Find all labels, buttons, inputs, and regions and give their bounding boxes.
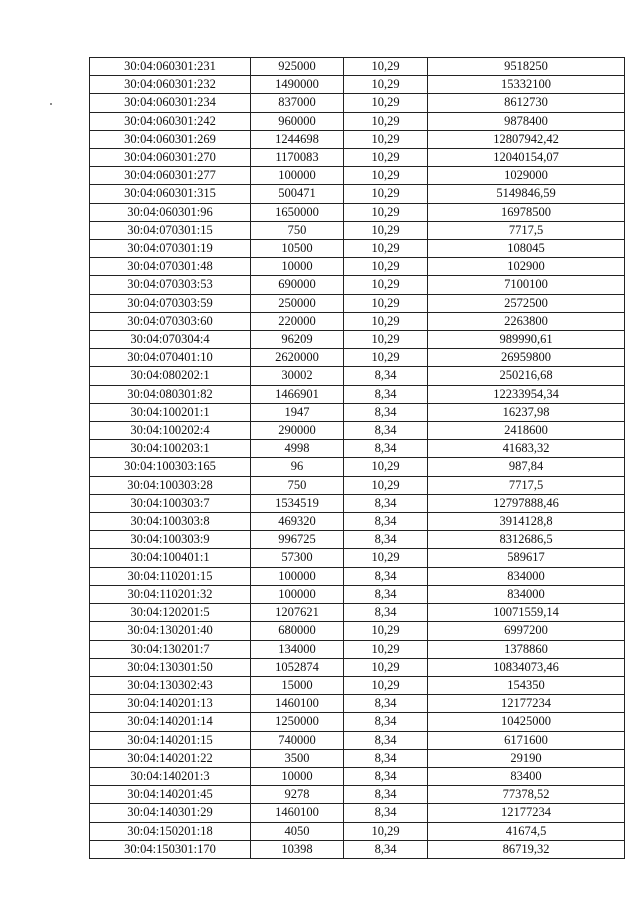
- area-cell: 15000: [251, 676, 344, 694]
- area-cell: 30002: [251, 367, 344, 385]
- value-cell: 10071559,14: [428, 604, 625, 622]
- area-cell: 100000: [251, 585, 344, 603]
- table-row: [90, 531, 625, 549]
- area-cell: 750: [251, 221, 344, 239]
- cadastral-number-cell: 30:04:140301:29: [90, 804, 251, 822]
- cadastral-number-cell: 30:04:070303:60: [90, 312, 251, 330]
- cadastral-number-cell: 30:04:100303:8: [90, 513, 251, 531]
- rate-cell: 8,34: [344, 513, 428, 531]
- rate-cell: 8,34: [344, 713, 428, 731]
- rate-cell: 8,34: [344, 749, 428, 767]
- rate-cell: 8,34: [344, 385, 428, 403]
- value-cell: 2418600: [428, 422, 625, 440]
- value-cell: 16978500: [428, 203, 625, 221]
- rate-cell: 8,34: [344, 804, 428, 822]
- area-cell: 750: [251, 476, 344, 494]
- area-cell: 10000: [251, 767, 344, 785]
- value-cell: 10425000: [428, 713, 625, 731]
- cadastral-number-cell: 30:04:130301:50: [90, 658, 251, 676]
- cadastral-number-cell: 30:04:060301:315: [90, 185, 251, 203]
- table-row: [90, 130, 625, 148]
- value-cell: 10834073,46: [428, 658, 625, 676]
- value-cell: 5149846,59: [428, 185, 625, 203]
- cadastral-number-cell: 30:04:110201:32: [90, 585, 251, 603]
- rate-cell: 8,34: [344, 494, 428, 512]
- rate-cell: 8,34: [344, 840, 428, 858]
- value-cell: 12040154,07: [428, 149, 625, 167]
- area-cell: 290000: [251, 422, 344, 440]
- table-row: [90, 258, 625, 276]
- rate-cell: 10,29: [344, 203, 428, 221]
- cadastral-number-cell: 30:04:120201:5: [90, 604, 251, 622]
- value-cell: 7717,5: [428, 221, 625, 239]
- rate-cell: 8,34: [344, 367, 428, 385]
- value-cell: 3914128,8: [428, 513, 625, 531]
- area-cell: 100000: [251, 167, 344, 185]
- area-cell: 1650000: [251, 203, 344, 221]
- value-cell: 41683,32: [428, 440, 625, 458]
- rate-cell: 10,29: [344, 622, 428, 640]
- value-cell: 1378860: [428, 640, 625, 658]
- value-cell: 250216,68: [428, 367, 625, 385]
- table-row: [90, 440, 625, 458]
- rate-cell: 10,29: [344, 349, 428, 367]
- cadastral-number-cell: 30:04:130201:7: [90, 640, 251, 658]
- rate-cell: 10,29: [344, 94, 428, 112]
- area-cell: 10398: [251, 840, 344, 858]
- area-cell: 250000: [251, 294, 344, 312]
- area-cell: 1170083: [251, 149, 344, 167]
- value-cell: 15332100: [428, 76, 625, 94]
- cadastral-number-cell: 30:04:130201:40: [90, 622, 251, 640]
- cadastral-number-cell: 30:04:070301:19: [90, 240, 251, 258]
- table-row: [90, 622, 625, 640]
- rate-cell: 10,29: [344, 258, 428, 276]
- value-cell: 86719,32: [428, 840, 625, 858]
- table-row: [90, 658, 625, 676]
- cadastral-number-cell: 30:04:140201:3: [90, 767, 251, 785]
- value-cell: 12233954,34: [428, 385, 625, 403]
- value-cell: 83400: [428, 767, 625, 785]
- area-cell: 96209: [251, 331, 344, 349]
- area-cell: 500471: [251, 185, 344, 203]
- cadastral-number-cell: 30:04:150201:18: [90, 822, 251, 840]
- value-cell: 8312686,5: [428, 531, 625, 549]
- area-cell: 1052874: [251, 658, 344, 676]
- value-cell: 102900: [428, 258, 625, 276]
- rate-cell: 8,34: [344, 567, 428, 585]
- cadastral-number-cell: 30:04:100303:7: [90, 494, 251, 512]
- cadastral-number-cell: 30:04:140201:13: [90, 695, 251, 713]
- rate-cell: 10,29: [344, 76, 428, 94]
- area-cell: 960000: [251, 112, 344, 130]
- rate-cell: 10,29: [344, 822, 428, 840]
- table-row: [90, 695, 625, 713]
- area-cell: 134000: [251, 640, 344, 658]
- rate-cell: 10,29: [344, 130, 428, 148]
- value-cell: 154350: [428, 676, 625, 694]
- area-cell: 10000: [251, 258, 344, 276]
- rate-cell: 10,29: [344, 458, 428, 476]
- value-cell: 9518250: [428, 58, 625, 76]
- area-cell: 1207621: [251, 604, 344, 622]
- cadastral-number-cell: 30:04:060301:232: [90, 76, 251, 94]
- table-row: [90, 494, 625, 512]
- value-cell: 9878400: [428, 112, 625, 130]
- value-cell: 7100100: [428, 276, 625, 294]
- value-cell: 26959800: [428, 349, 625, 367]
- table-row: [90, 403, 625, 421]
- table-row: [90, 58, 625, 76]
- rate-cell: 10,29: [344, 640, 428, 658]
- cadastral-number-cell: 30:04:100202:4: [90, 422, 251, 440]
- cadastral-number-cell: 30:04:070303:59: [90, 294, 251, 312]
- value-cell: 12797888,46: [428, 494, 625, 512]
- table-row: [90, 221, 625, 239]
- table-row: [90, 367, 625, 385]
- rate-cell: 10,29: [344, 276, 428, 294]
- table-row: [90, 767, 625, 785]
- cadastral-value-table: [89, 57, 625, 859]
- rate-cell: 8,34: [344, 422, 428, 440]
- cadastral-number-cell: 30:04:070301:48: [90, 258, 251, 276]
- area-cell: 1466901: [251, 385, 344, 403]
- value-cell: 8612730: [428, 94, 625, 112]
- rate-cell: 8,34: [344, 786, 428, 804]
- area-cell: 740000: [251, 731, 344, 749]
- area-cell: 690000: [251, 276, 344, 294]
- table-row: [90, 822, 625, 840]
- area-cell: 469320: [251, 513, 344, 531]
- cadastral-number-cell: 30:04:060301:96: [90, 203, 251, 221]
- table-row: [90, 331, 625, 349]
- value-cell: 1029000: [428, 167, 625, 185]
- cadastral-number-cell: 30:04:100401:1: [90, 549, 251, 567]
- table-row: [90, 604, 625, 622]
- cadastral-number-cell: 30:04:100303:9: [90, 531, 251, 549]
- rate-cell: 10,29: [344, 185, 428, 203]
- rate-cell: 10,29: [344, 676, 428, 694]
- cadastral-number-cell: 30:04:150301:170: [90, 840, 251, 858]
- area-cell: 1490000: [251, 76, 344, 94]
- value-cell: 12177234: [428, 695, 625, 713]
- rate-cell: 10,29: [344, 112, 428, 130]
- table-body: [90, 58, 625, 859]
- rate-cell: 8,34: [344, 403, 428, 421]
- value-cell: 12177234: [428, 804, 625, 822]
- value-cell: 989990,61: [428, 331, 625, 349]
- table-row: [90, 312, 625, 330]
- area-cell: 2620000: [251, 349, 344, 367]
- cadastral-number-cell: 30:04:100303:28: [90, 476, 251, 494]
- table-row: [90, 476, 625, 494]
- rate-cell: 10,29: [344, 167, 428, 185]
- value-cell: 2263800: [428, 312, 625, 330]
- table-row: [90, 731, 625, 749]
- value-cell: 6997200: [428, 622, 625, 640]
- table-row: [90, 567, 625, 585]
- area-cell: 57300: [251, 549, 344, 567]
- value-cell: 834000: [428, 567, 625, 585]
- cadastral-number-cell: 30:04:110201:15: [90, 567, 251, 585]
- table-row: [90, 276, 625, 294]
- cadastral-number-cell: 30:04:060301:269: [90, 130, 251, 148]
- rate-cell: 8,34: [344, 695, 428, 713]
- table-row: [90, 349, 625, 367]
- cadastral-number-cell: 30:04:070401:10: [90, 349, 251, 367]
- table-row: [90, 185, 625, 203]
- area-cell: 10500: [251, 240, 344, 258]
- cadastral-number-cell: 30:04:060301:242: [90, 112, 251, 130]
- cadastral-number-cell: 30:04:060301:231: [90, 58, 251, 76]
- table-row: [90, 640, 625, 658]
- value-cell: 29190: [428, 749, 625, 767]
- cadastral-number-cell: 30:04:060301:277: [90, 167, 251, 185]
- area-cell: 680000: [251, 622, 344, 640]
- area-cell: 96: [251, 458, 344, 476]
- cadastral-number-cell: 30:04:080202:1: [90, 367, 251, 385]
- area-cell: 220000: [251, 312, 344, 330]
- value-cell: 7717,5: [428, 476, 625, 494]
- rate-cell: 10,29: [344, 312, 428, 330]
- table-row: [90, 112, 625, 130]
- value-cell: 77378,52: [428, 786, 625, 804]
- value-cell: 834000: [428, 585, 625, 603]
- rate-cell: 10,29: [344, 331, 428, 349]
- table-row: [90, 749, 625, 767]
- rate-cell: 10,29: [344, 58, 428, 76]
- table-row: [90, 294, 625, 312]
- area-cell: 1947: [251, 403, 344, 421]
- value-cell: 16237,98: [428, 403, 625, 421]
- rate-cell: 10,29: [344, 294, 428, 312]
- area-cell: 1250000: [251, 713, 344, 731]
- table-row: [90, 676, 625, 694]
- rate-cell: 10,29: [344, 658, 428, 676]
- table-row: [90, 513, 625, 531]
- table-row: [90, 203, 625, 221]
- value-cell: 987,84: [428, 458, 625, 476]
- area-cell: 1460100: [251, 695, 344, 713]
- value-cell: 589617: [428, 549, 625, 567]
- table-row: [90, 713, 625, 731]
- area-cell: 1244698: [251, 130, 344, 148]
- rate-cell: 8,34: [344, 604, 428, 622]
- cadastral-number-cell: 30:04:100303:165: [90, 458, 251, 476]
- area-cell: 1460100: [251, 804, 344, 822]
- area-cell: 925000: [251, 58, 344, 76]
- area-cell: 4050: [251, 822, 344, 840]
- rate-cell: 10,29: [344, 476, 428, 494]
- table-row: [90, 840, 625, 858]
- area-cell: 100000: [251, 567, 344, 585]
- rate-cell: 8,34: [344, 731, 428, 749]
- cadastral-number-cell: 30:04:070301:15: [90, 221, 251, 239]
- table-row: [90, 786, 625, 804]
- area-cell: 3500: [251, 749, 344, 767]
- table-row: [90, 549, 625, 567]
- cadastral-number-cell: 30:04:140201:45: [90, 786, 251, 804]
- rate-cell: 10,29: [344, 240, 428, 258]
- cadastral-number-cell: 30:04:140201:22: [90, 749, 251, 767]
- rate-cell: 8,34: [344, 440, 428, 458]
- table-row: [90, 385, 625, 403]
- area-cell: 837000: [251, 94, 344, 112]
- table-row: [90, 458, 625, 476]
- scan-speck: [50, 103, 52, 105]
- cadastral-number-cell: 30:04:080301:82: [90, 385, 251, 403]
- table-row: [90, 804, 625, 822]
- rate-cell: 8,34: [344, 585, 428, 603]
- table-row: [90, 240, 625, 258]
- table-row: [90, 149, 625, 167]
- rate-cell: 8,34: [344, 531, 428, 549]
- cadastral-number-cell: 30:04:140201:14: [90, 713, 251, 731]
- value-cell: 108045: [428, 240, 625, 258]
- cadastral-number-cell: 30:04:070303:53: [90, 276, 251, 294]
- table-row: [90, 94, 625, 112]
- cadastral-number-cell: 30:04:060301:270: [90, 149, 251, 167]
- cadastral-number-cell: 30:04:070304:4: [90, 331, 251, 349]
- area-cell: 996725: [251, 531, 344, 549]
- value-cell: 12807942,42: [428, 130, 625, 148]
- rate-cell: 10,29: [344, 149, 428, 167]
- table-row: [90, 585, 625, 603]
- area-cell: 9278: [251, 786, 344, 804]
- table-row: [90, 167, 625, 185]
- cadastral-number-cell: 30:04:140201:15: [90, 731, 251, 749]
- value-cell: 41674,5: [428, 822, 625, 840]
- table-row: [90, 76, 625, 94]
- area-cell: 1534519: [251, 494, 344, 512]
- table-row: [90, 422, 625, 440]
- cadastral-number-cell: 30:04:130302:43: [90, 676, 251, 694]
- area-cell: 4998: [251, 440, 344, 458]
- cadastral-number-cell: 30:04:100201:1: [90, 403, 251, 421]
- rate-cell: 8,34: [344, 767, 428, 785]
- cadastral-number-cell: 30:04:060301:234: [90, 94, 251, 112]
- cadastral-number-cell: 30:04:100203:1: [90, 440, 251, 458]
- value-cell: 2572500: [428, 294, 625, 312]
- rate-cell: 10,29: [344, 221, 428, 239]
- value-cell: 6171600: [428, 731, 625, 749]
- rate-cell: 10,29: [344, 549, 428, 567]
